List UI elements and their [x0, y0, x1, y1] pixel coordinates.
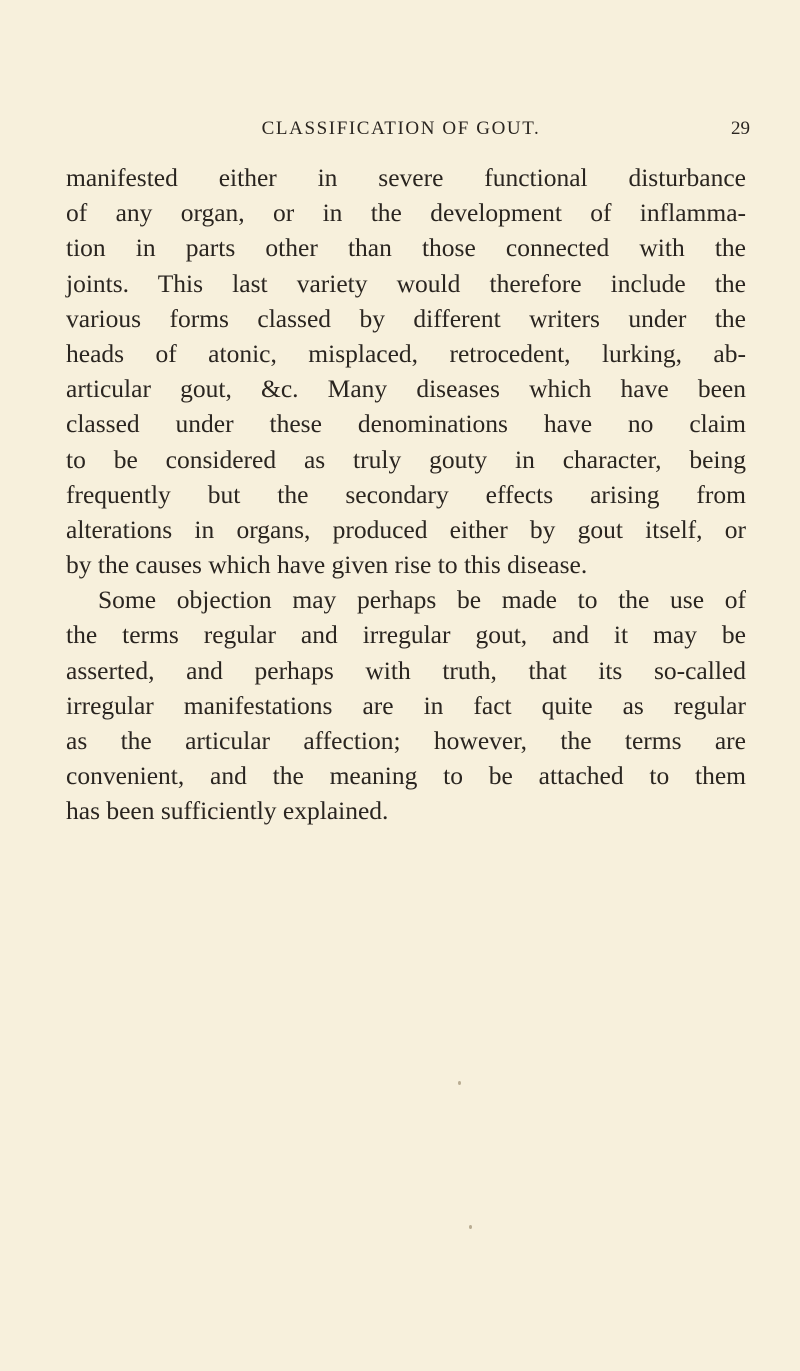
text-line: classed under these denominations have no claim [66, 409, 746, 439]
body-text [66, 160, 746, 829]
text-line: articular gout, &c. Many diseases which have been [66, 374, 746, 404]
text-line: alterations in organs, produced either by gout itself, or [66, 514, 746, 544]
running-head [60, 117, 750, 141]
text-line: to be considered as truly gouty in character, being [66, 444, 746, 474]
text-line: tion in parts other than those connected with the [66, 233, 746, 263]
text-line: Some objection may perhaps be made to the use of [98, 585, 746, 615]
text-line: heads of atonic, misplaced, retrocedent, lurking, ab- [66, 338, 746, 368]
text-line: manifested either in severe functional disturbance [66, 163, 746, 192]
text-line: the terms regular and irregular gout, and it may be [66, 620, 746, 650]
text-line: irregular manifestations are in fact quite as regular [66, 690, 746, 720]
text-line: various forms classed by different writers under the [66, 303, 746, 333]
paper-speck [469, 1225, 472, 1229]
text-line: joints. This last variety would therefore include the [66, 268, 746, 298]
text-line: has been sufficiently explained. [66, 796, 389, 826]
text-line: of any organ, or in the development of inflamma- [66, 198, 746, 228]
page-number: 29 [731, 118, 750, 139]
text-line: asserted, and perhaps with truth, that its so-called [66, 655, 746, 685]
text-line: convenient, and the meaning to be attached to them [66, 761, 746, 791]
text-line: by the causes which have given rise to this disease. [66, 550, 588, 580]
running-title: CLASSIFICATION OF GOUT. [261, 118, 541, 139]
text-line: frequently but the secondary effects arising from [66, 479, 746, 509]
paper-speck [458, 1081, 461, 1085]
text-line: as the articular affection; however, the terms are [66, 726, 746, 755]
